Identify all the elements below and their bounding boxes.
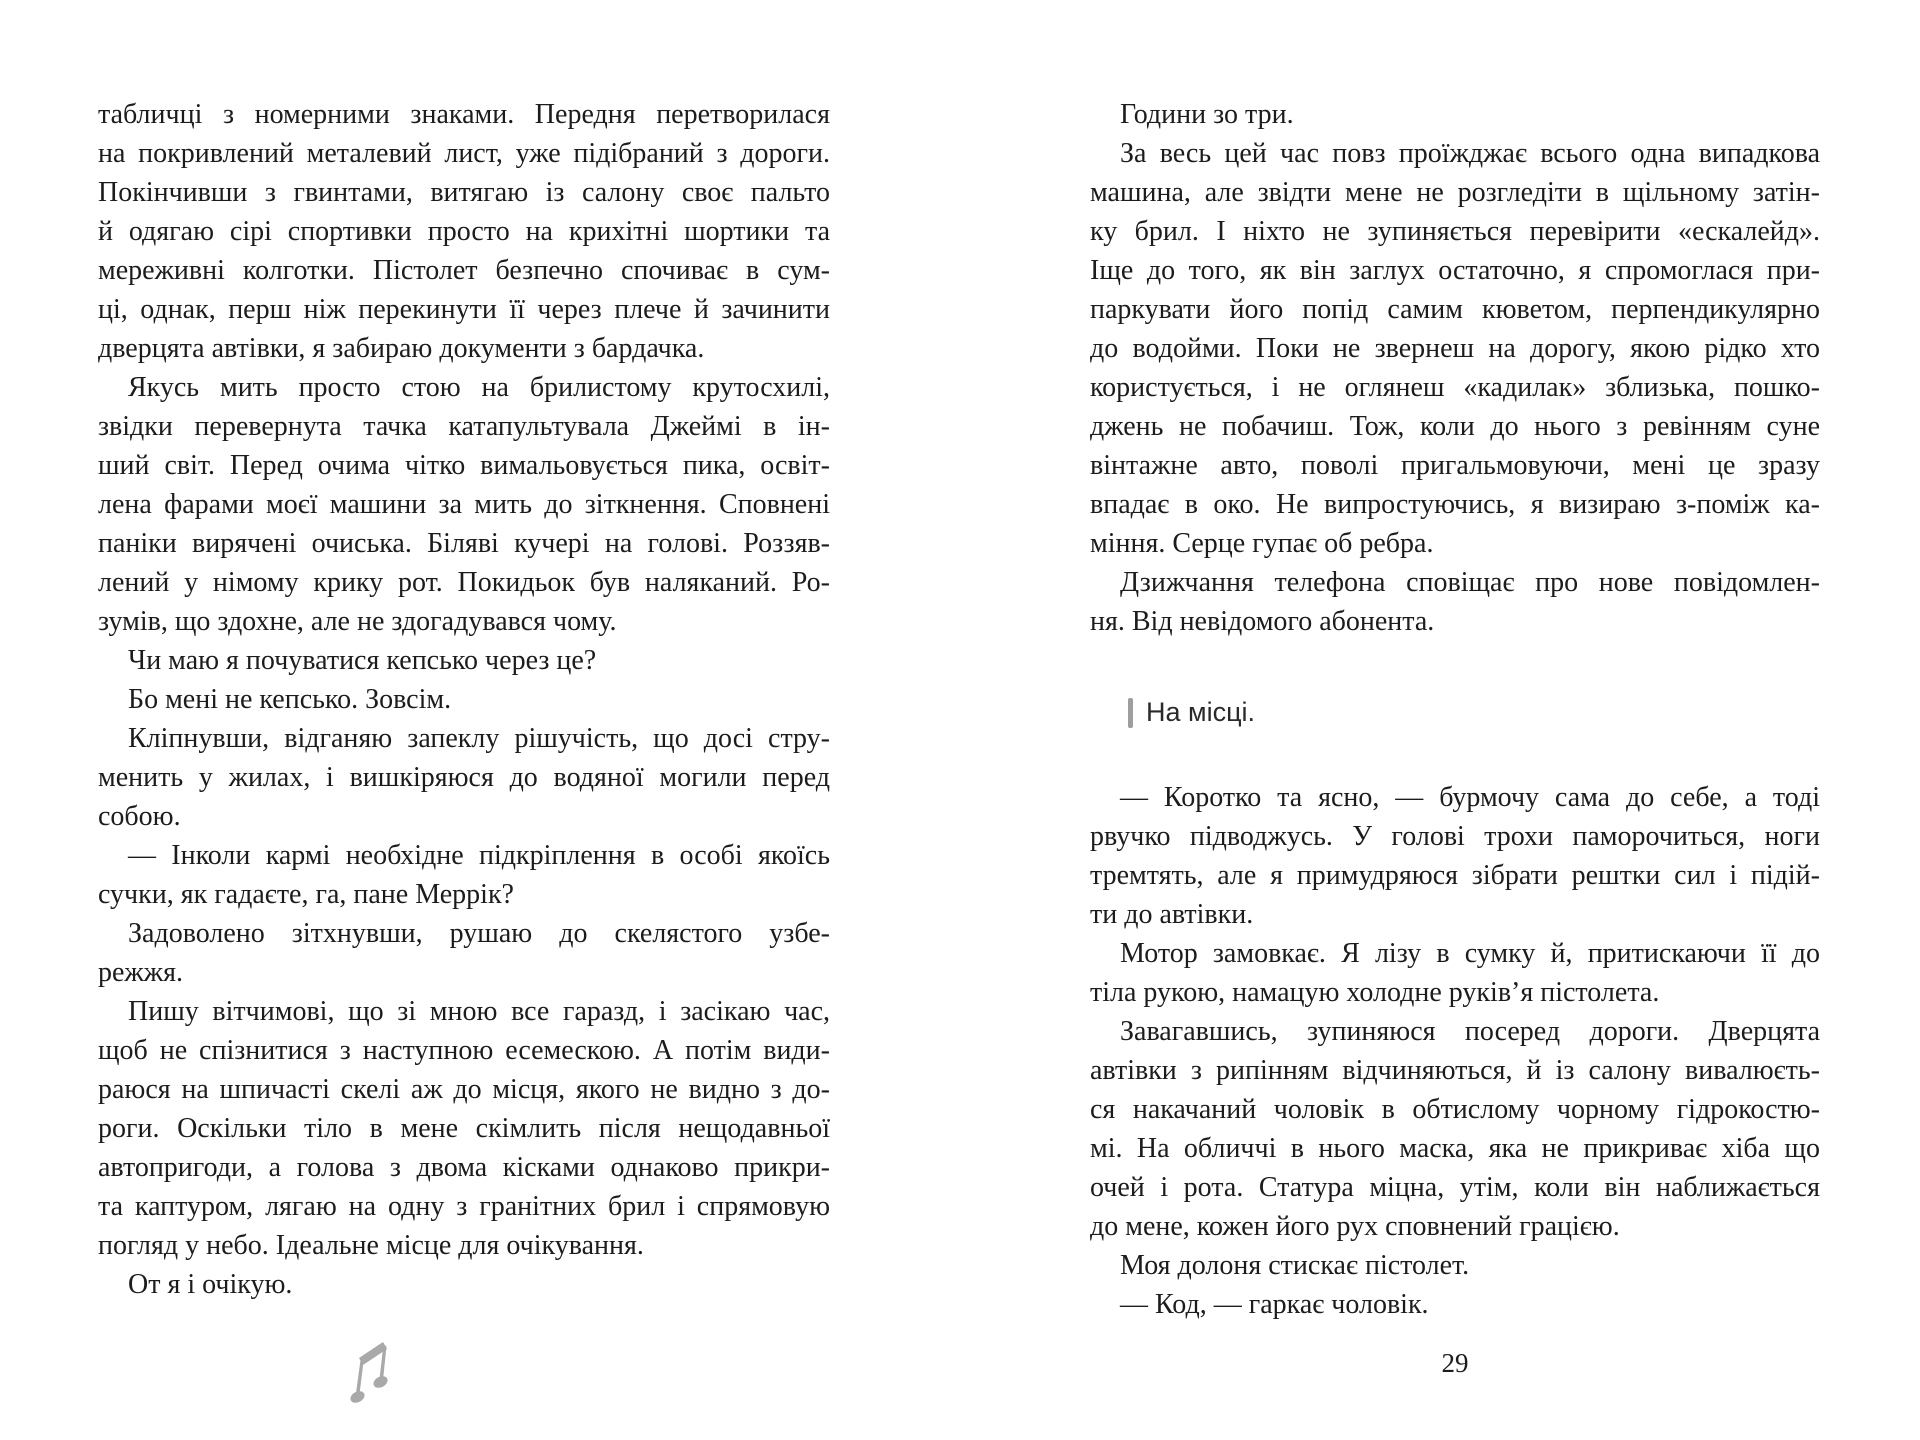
sms-quote-block (1090, 693, 1820, 732)
text-line: автопригоди, а голова з двома кісками однаково прикри- (98, 1152, 830, 1183)
left-page-text (98, 95, 830, 1304)
text-line: ший світ. Перед очима чітко вимальовується пика, освіт- (98, 450, 830, 481)
text-line: впадає в око. Не випростуючись, я визираю з-поміж ка- (1090, 489, 1820, 520)
text-line: міння. Серце гупає об ребра. (1090, 528, 1434, 559)
text-line: машина, але звідти мене не розгледіти в щільному затін- (1090, 177, 1820, 208)
music-note-icon (350, 1333, 390, 1411)
text-line: паркувати його попід самим кюветом, перпендикулярно (1090, 294, 1820, 325)
text-line: Кліпнувши, відганяю запеклу рішучість, що досі стру- (128, 723, 830, 754)
text-line: до мене, кожен його рух сповнений грацією. (1090, 1211, 1620, 1242)
text-line: Моя долоня стискає пістолет. (1120, 1250, 1470, 1281)
text-line: режжя. (98, 957, 183, 988)
text-line: мі. На обличчі в нього маска, яка не прикриває хіба що (1090, 1133, 1820, 1164)
text-line: зумів, що здохне, але не здогадувався чому. (98, 606, 617, 637)
text-line: звідки перевернута тачка катапультувала Джеймі в ін- (98, 411, 830, 442)
text-line: користується, і не оглянеш «кадилак» зблизька, пошко- (1090, 372, 1820, 403)
text-line: лений у німому крику рот. Покидьок був наляканий. Ро- (98, 567, 830, 598)
right-page-text-after-quote (1090, 778, 1820, 1324)
quote-bar (1128, 698, 1133, 728)
text-line: ти до автівки. (1090, 899, 1254, 930)
text-line: лена фарами моєї машини за мить до зіткнення. Сповнені (98, 489, 830, 520)
text-line: Дзижчання телефона сповіщає про нове повідомлен- (1120, 567, 1820, 598)
text-line: вінтажне авто, поволі пригальмовуючи, мені це зразу (1090, 450, 1820, 481)
text-line: очей і рота. Статура міцна, утім, коли він наближається (1090, 1172, 1820, 1203)
text-line: ня. Від невідомого абонента. (1090, 606, 1435, 637)
text-line: — Інколи кармі необхідне підкріплення в особі якоїсь (128, 840, 830, 871)
text-line: й одягаю сірі спортивки просто на крихітні шортики та (98, 216, 830, 247)
text-line: Іще до того, як він заглух остаточно, я спромоглася при- (1090, 255, 1820, 286)
right-page-text-before-quote (1090, 95, 1820, 641)
text-line: ку брил. І ніхто не зупиняється перевірити «ескалейд». (1090, 216, 1820, 247)
text-line: раюся на шпичасті скелі аж до місця, якого не видно з до- (98, 1074, 830, 1105)
text-line: ці, однак, перш ніж перекинути її через плече й зачинити (98, 294, 830, 325)
text-line: погляд у небо. Ідеальне місце для очікування. (98, 1230, 644, 1261)
text-line: Якусь мить просто стою на брилистому крутосхилі, (128, 372, 830, 403)
text-line: От я і очікую. (128, 1269, 293, 1300)
text-line: Чи маю я почуватися кепсько через це? (128, 645, 597, 676)
text-line: роги. Оскільки тіло в мене скімлить після нещодавньої (98, 1113, 830, 1144)
text-line: менить у жилах, і вишкіряюся до водяної могили перед (98, 762, 830, 793)
text-line: Години зо три. (1120, 99, 1294, 130)
text-line: мереживні колготки. Пістолет безпечно спочиває в сум- (98, 255, 830, 286)
right-page-text (1090, 95, 1820, 1324)
text-line: Пишу вітчимові, що зі мною все гаразд, і засікаю час, (128, 996, 830, 1027)
text-line: тіла рукою, намацую холодне руків’я пістолета. (1090, 977, 1660, 1008)
sms-quote-text: На місці. (1146, 697, 1256, 727)
text-line: — Код, — гаркає чоловік. (1120, 1289, 1429, 1320)
text-line: дверцята автівки, я забираю документи з бардачка. (98, 333, 705, 364)
text-line: За весь цей час повз проїжджає всього одна випадкова (1120, 138, 1820, 169)
text-line: тремтять, але я примудряюся зібрати рештки сил і підій- (1090, 860, 1820, 891)
text-line: Задоволено зітхнувши, рушаю до скелястого узбе- (128, 918, 830, 949)
text-line: — Коротко та ясно, — бурмочу сама до себе, а тоді (1120, 782, 1820, 813)
text-line: Бо мені не кепсько. Зовсім. (128, 684, 452, 715)
text-line: ся накачаний чоловік в обтислому чорному гідрокостю- (1090, 1094, 1820, 1125)
text-line: паніки вирячені очиська. Біляві кучері на голові. Роззяв- (98, 528, 830, 559)
text-line: табличці з номерними знаками. Передня перетворилася (98, 99, 830, 130)
text-line: Мотор замовкає. Я лізу в сумку й, притискаючи її до (1120, 938, 1820, 969)
text-line: Завагавшись, зупиняюся посеред дороги. Дверцята (1120, 1016, 1820, 1047)
text-line: сучки, як гадаєте, га, пане Меррік? (98, 879, 514, 910)
text-line: Покінчивши з гвинтами, витягаю із салону своє пальто (98, 177, 830, 208)
text-line: джень не побачиш. Тож, коли до нього з ревінням суне (1090, 411, 1820, 442)
text-line: на покривлений металевий лист, уже підібраний з дороги. (98, 138, 830, 169)
text-line: автівки з рипінням відчиняються, й із салону вивалюєть- (1090, 1055, 1820, 1086)
text-line: до водойми. Поки не звернеш на дорогу, якою рідко хто (1090, 333, 1820, 364)
text-line: собою. (98, 801, 181, 832)
page-number: 29 (1441, 1348, 1469, 1378)
text-line: щоб не спізнитися з наступною есемескою. А потім види- (98, 1035, 830, 1066)
text-line: та каптуром, лягаю на одну з гранітних брил і спрямовую (98, 1191, 830, 1222)
text-line: рвучко підводжусь. У голові трохи паморочиться, ноги (1090, 821, 1820, 852)
